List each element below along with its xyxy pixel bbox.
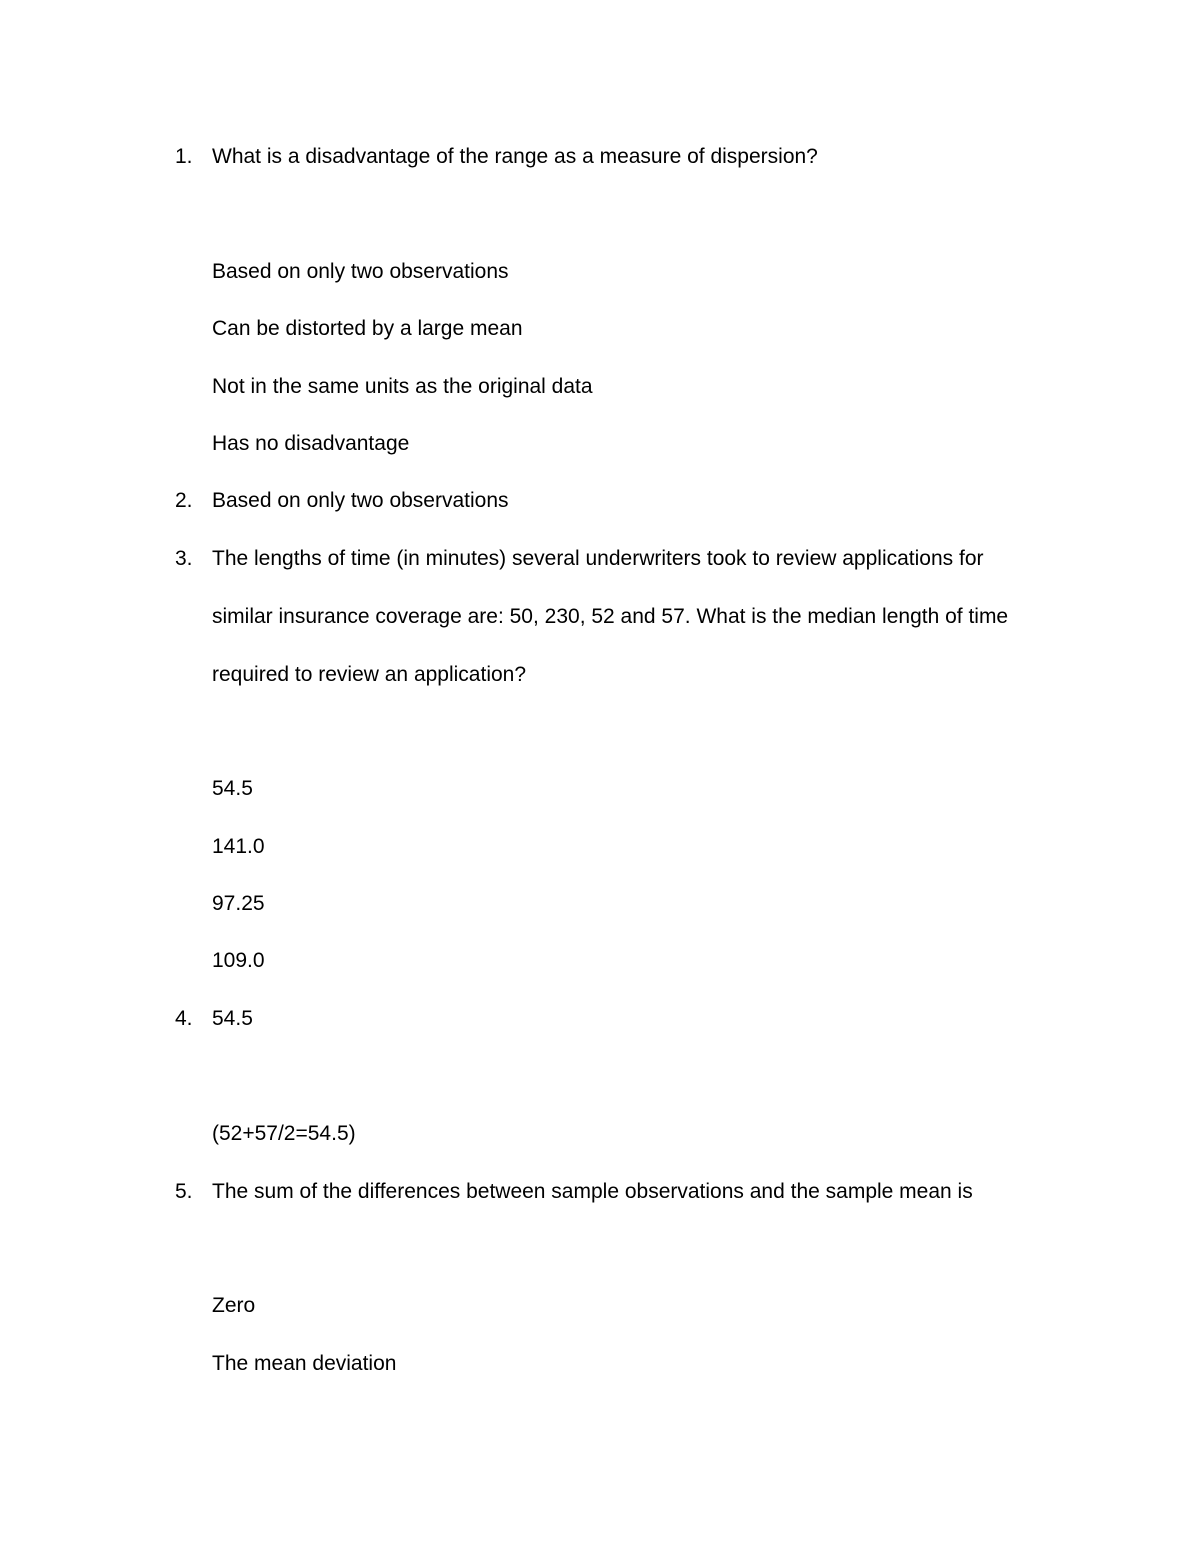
list-number: 1.: [175, 145, 193, 168]
answer-option: The mean deviation: [212, 1352, 397, 1375]
list-number: 3.: [175, 547, 193, 570]
answer-option: Based on only two observations: [212, 260, 509, 283]
answer-option: Not in the same units as the original data: [212, 375, 593, 398]
question-text: The sum of the differences between sample observations and the sample mean is: [212, 1180, 973, 1203]
question-text-line: The lengths of time (in minutes) several underwriters took to review applications for: [212, 547, 984, 570]
question-text-line: similar insurance coverage are: 50, 230, 52 and 57. What is the median length of time: [212, 605, 1009, 628]
answer-option: 54.5: [212, 777, 253, 800]
answer-text: 54.5: [212, 1007, 253, 1030]
answer-option: Can be distorted by a large mean: [212, 317, 523, 340]
list-number: 4.: [175, 1007, 193, 1030]
list-number: 5.: [175, 1180, 193, 1203]
answer-text: Based on only two observations: [212, 489, 509, 512]
list-number: 2.: [175, 489, 193, 512]
answer-option: 97.25: [212, 892, 265, 915]
question-text-line: required to review an application?: [212, 663, 527, 686]
answer-option: 109.0: [212, 949, 265, 972]
question-text: What is a disadvantage of the range as a measure of dispersion?: [212, 145, 818, 168]
answer-option: Zero: [212, 1294, 256, 1317]
answer-explanation: (52+57/2=54.5): [212, 1122, 356, 1145]
answer-option: Has no disadvantage: [212, 432, 410, 455]
answer-option: 141.0: [212, 835, 265, 858]
